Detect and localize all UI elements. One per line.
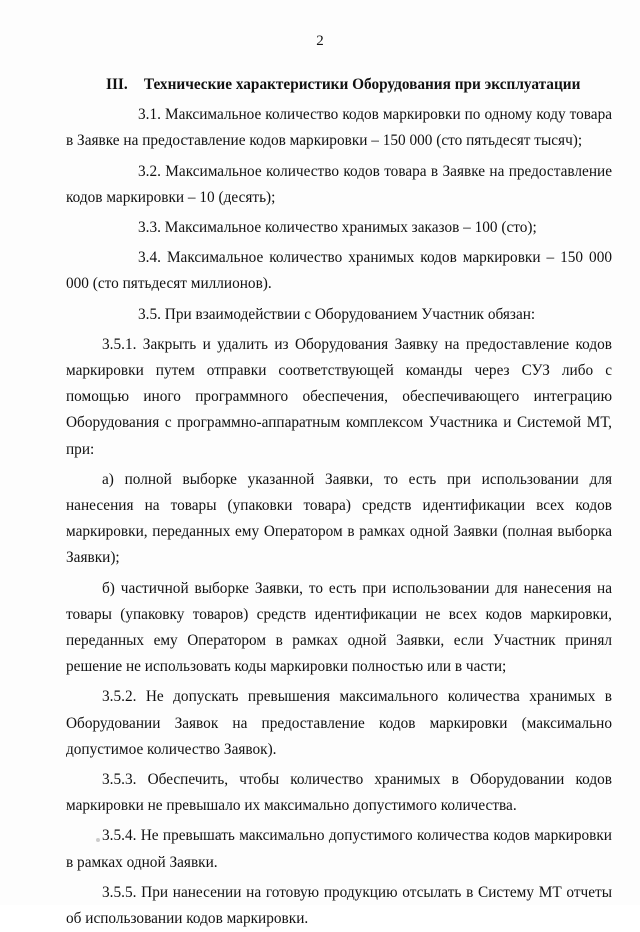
- item-number: 3.5.4.: [102, 827, 137, 845]
- item-number: а): [102, 470, 114, 488]
- item-text: частичной выборке Заявки, то есть при использовании для нанесения на товары (упаковку товаров) средств идентификации не всех кодов маркировки, переданных ему Оператором в рамках одной Заявки, если Участник принял решение не использовать коды маркировки полностью или в части;: [66, 579, 613, 676]
- item-text: Максимальное количество хранимых заказов – 100 (сто);: [164, 219, 537, 237]
- item-number: 3.5.2.: [102, 688, 137, 706]
- item-3-5-4: [66, 823, 612, 875]
- item-text: Максимальное количество хранимых кодов маркировки – 150 000 000 (сто пятьдесят миллионов).: [66, 249, 612, 293]
- item-text: При нанесении на готовую продукцию отсылать в Систему МТ отчеты об использовании кодов маркировки.: [66, 883, 612, 928]
- section-heading: [66, 72, 612, 98]
- item-text: Обеспечить, чтобы количество хранимых в Оборудовании кодов маркировки не превышало их максимально допустимого количества.: [66, 771, 613, 815]
- item-3-5: [66, 302, 612, 328]
- item-text: Не превышать максимально допустимого количества кодов маркировки в рамках одной Заявки.: [66, 827, 612, 871]
- item-number: 3.3.: [138, 219, 161, 237]
- item-text: полной выборке указанной Заявки, то есть при использовании для нанесения на товары (упаковки товара) средств идентификации всех кодов маркировки, переданных ему Оператором в рамках одной Заявки (полная выборка Заявки);: [66, 470, 612, 567]
- section-title: Технические характеристики Оборудования при эксплуатации: [143, 76, 581, 93]
- item-number: 3.5.3.: [102, 771, 137, 789]
- item-number: б): [102, 579, 115, 597]
- item-3-1: [66, 102, 612, 154]
- item-3-2: [66, 159, 612, 211]
- item-text: Максимальное количество кодов маркировки по одному коду товара в Заявке на предоставление кодов маркировки – 150 000 (сто пятьдесят тысяч);: [66, 106, 613, 150]
- item-text: Максимальное количество кодов товара в Заявке на предоставление кодов маркировки – 10 (десять);: [66, 162, 612, 206]
- item-number: 3.5.1.: [102, 335, 137, 353]
- document-body: [66, 72, 612, 932]
- item-number: 3.5.5.: [102, 883, 137, 901]
- item-3-5-5: [66, 880, 612, 932]
- item-3-5-3: [66, 767, 612, 819]
- item-number: 3.4.: [138, 249, 161, 267]
- item-b: [66, 576, 612, 681]
- item-3-3: [66, 215, 612, 241]
- item-number: 3.2.: [138, 162, 161, 180]
- section-number: III.: [106, 76, 128, 93]
- page-number: 2: [316, 33, 324, 49]
- item-text: При взаимодействии с Оборудованием Участник обязан:: [164, 305, 536, 323]
- item-number: 3.5.: [138, 305, 161, 323]
- item-a: [66, 467, 612, 572]
- item-3-5-2: [66, 684, 612, 763]
- scan-speck: [96, 838, 100, 842]
- item-3-5-1: [66, 332, 612, 463]
- item-number: 3.1.: [138, 106, 161, 124]
- item-text: Не допускать превышения максимального количества хранимых в Оборудовании Заявок на предоставление кодов маркировки (максимально допустимое количество Заявок).: [66, 688, 612, 758]
- item-3-4: [66, 245, 612, 297]
- item-text: Закрыть и удалить из Оборудования Заявку на предоставление кодов маркировки путем отправки соответствующей команды через СУЗ либо с помощью иного программного обеспечения, обеспечивающего интеграцию Оборудования с программно-аппаратным комплексом Участника и Системой МТ, при:: [66, 335, 612, 458]
